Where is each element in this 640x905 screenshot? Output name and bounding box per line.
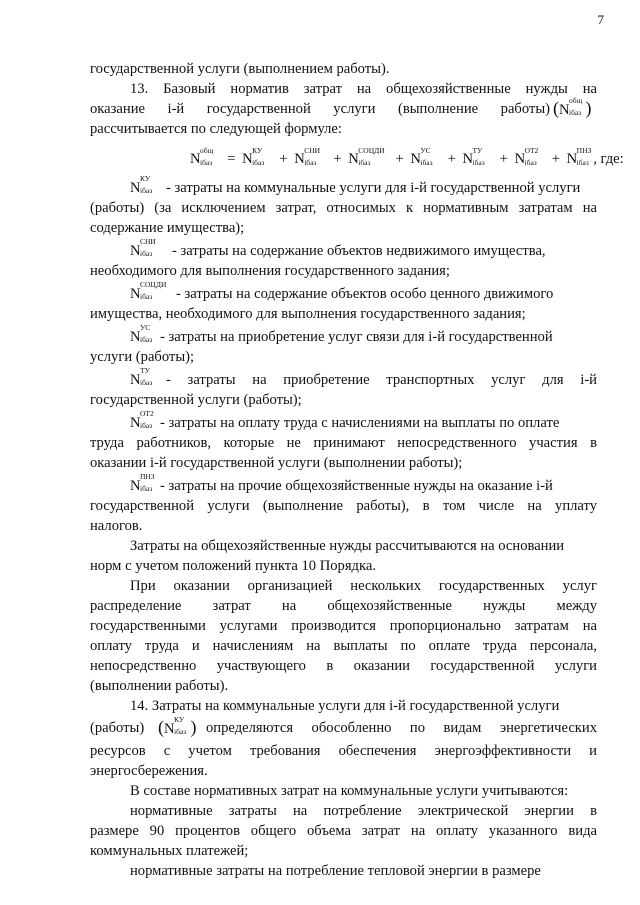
formula-n-sotsdi: N СОЦДИ iбаз: [348, 146, 385, 167]
symbol-n-ku-inline: (N КУ iбаз ): [158, 715, 197, 737]
text-line: государственной услуги (выполнение работы), в том числе на уплату: [90, 498, 597, 514]
text-line: ресурсов с учетом требования обеспечения энергоэффективности и: [90, 743, 597, 759]
text-line-14b: (работы): [90, 720, 145, 736]
text-line: рассчитывается по следующей формуле:: [90, 121, 342, 137]
symbol-n-ot2: N ОТ2 iбаз: [130, 409, 154, 431]
text-line: необходимого для выполнения государственного задания;: [90, 263, 450, 279]
text-line: норм с учетом положений пункта 10 Порядка.: [90, 558, 376, 574]
text-line: энергосбережения.: [90, 763, 208, 779]
text-line: - затраты на оплату труда с начислениями на выплаты по оплате: [160, 415, 560, 431]
text-line: коммунальных платежей;: [90, 843, 249, 859]
text-line: (работы) (за исключением затрат, относимых к нормативным затратам на: [90, 200, 597, 216]
text-line: распределение затрат на общехозяйственные нужды между: [90, 598, 597, 614]
symbol-n-tu: N ТУ iбаз: [130, 366, 153, 388]
text-line: непосредственно участвующего в оказании государственной услуги: [90, 658, 597, 674]
formula-n-ot2: N ОТ2 iбаз: [514, 146, 539, 167]
formula-n-obshch: N общ iбаз: [190, 146, 214, 167]
formula-n-ku: N КУ iбаз: [242, 146, 265, 167]
formula-n-sni: N СНИ iбаз: [294, 146, 321, 167]
symbol-n-ku: N КУ iбаз: [130, 174, 153, 196]
text-line: услуги (работы);: [90, 349, 195, 365]
text-line: оказание i-й государственной услуги (выполнение работы): [90, 101, 550, 117]
symbol-n-sni: N СНИ iбаз: [130, 237, 156, 259]
text-line: В составе нормативных затрат на коммунальные услуги учитываются:: [130, 783, 569, 799]
formula-n-us: N УС iбаз: [410, 146, 433, 167]
page-number: 7: [597, 12, 604, 27]
text-line: размере 90 процентов общего объема затрат на оплату указанного вида: [90, 823, 597, 839]
text-line: При оказании организацией нескольких государственных услуг: [130, 578, 597, 594]
text-line: (выполнении работы).: [90, 678, 229, 694]
text-line: определяются обособленно по видам энергетических: [206, 720, 597, 736]
text-line: государственной услуги (выполнением работы).: [90, 61, 390, 77]
text-line: государственными услугами производится пропорционально затратам на: [90, 618, 597, 634]
text-line: нормативные затраты на потребление электрической энергии в: [130, 803, 597, 819]
text-line: оплату труда и начислениям на выплаты по оплате труда персонала,: [90, 638, 597, 654]
text-line: содержание имущества);: [90, 220, 245, 236]
text-line: - затраты на прочие общехозяйственные нужды на оказание i-й: [160, 478, 553, 494]
text-line: - затраты на содержание объектов недвижимого имущества,: [172, 243, 546, 259]
text-line: налогов.: [90, 518, 143, 534]
formula-n-tu: N ТУ iбаз: [462, 146, 485, 167]
text-line: - затраты на содержание объектов особо ценного движимого: [176, 286, 554, 302]
symbol-n-us: N УС iбаз: [130, 323, 153, 345]
formula: N общ iбаз = N КУ iбаз + N СНИ iбаз + N СОЦДИ iбаз + N УС iбаз + N ТУ iбаз + N ОТ2 iбаз + N ПНЗ iбаз , где:: [190, 146, 624, 167]
text-line: - затраты на коммунальные услуги для i-й государственной услуги: [166, 180, 581, 196]
text-line: - затраты на приобретение транспортных услуг для i-й: [166, 372, 597, 388]
text-line: труда работников, которые не принимают непосредственного участия в: [90, 435, 597, 451]
symbol-n-obshch-inline: (N общ iбаз ): [553, 96, 592, 118]
text-line: - затраты на приобретение услуг связи для i-й государственной: [160, 329, 553, 345]
text-line: нормативные затраты на потребление тепловой энергии в размере: [130, 863, 541, 879]
text-line: государственной услуги (работы);: [90, 392, 302, 408]
symbol-n-sotsdi: N СОЦДИ iбаз: [130, 280, 167, 302]
symbol-n-pnz: N ПНЗ iбаз: [130, 472, 155, 494]
text-line: 13. Базовый норматив затрат на общехозяйственные нужды на: [130, 81, 597, 97]
text-line: Затраты на общехозяйственные нужды рассчитываются на основании: [130, 538, 565, 554]
text-line: оказании i-й государственной услуги (выполнении работы);: [90, 455, 463, 471]
text-line: 14. Затраты на коммунальные услуги для i-й государственной услуги: [130, 698, 560, 714]
formula-n-pnz: N ПНЗ iбаз: [566, 146, 592, 167]
text-line: имущества, необходимого для выполнения государственного задания;: [90, 306, 526, 322]
